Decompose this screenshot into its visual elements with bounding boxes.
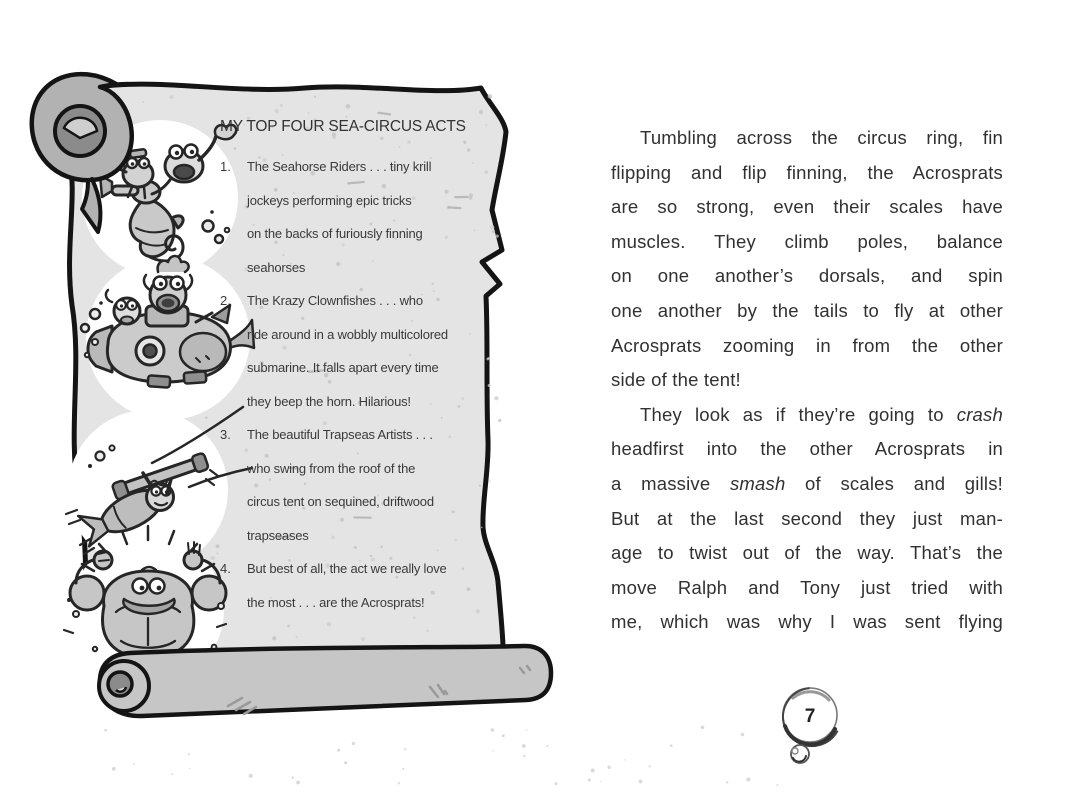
- list-item-text: [247, 552, 480, 619]
- list-item-line: The Seahorse Riders . . . tiny krill: [247, 159, 432, 174]
- story-line: They look as if they’re going to crash: [640, 403, 1003, 425]
- story-line: age to twist out of the way. That’s the: [611, 542, 1003, 564]
- story-line: Tumbling across the circus ring, fin: [640, 127, 1003, 148]
- story-line: flipping and flip finning, the Acrosprats: [611, 161, 1003, 183]
- story-line: one another by the tails to fly at other: [611, 299, 1003, 321]
- story-line: move Ralph and Tony just tried with: [611, 576, 1003, 598]
- scroll-note-title: MY TOP FOUR SEA-CIRCUS ACTS: [220, 118, 466, 135]
- scroll-note: [220, 110, 480, 619]
- list-item-number: 4.: [220, 561, 231, 576]
- list-item: [220, 418, 480, 552]
- page-number-bubble: [773, 678, 851, 763]
- list-item-line: circus tent on sequined, driftwood: [247, 494, 434, 509]
- list-item-line: submarine. It falls apart every time: [247, 360, 439, 375]
- story-line: side of the tent!: [611, 369, 741, 391]
- list-item-number: 3.: [220, 427, 231, 442]
- list-item-line: jockeys performing epic tricks: [247, 192, 412, 208]
- floor-speckle-texture: [104, 726, 778, 786]
- list-item: [220, 150, 480, 284]
- list-item: [220, 552, 480, 619]
- list-item: [220, 284, 480, 418]
- story-line: headfirst into the other Acrosprats in: [611, 438, 1003, 460]
- story-text: [611, 121, 1003, 640]
- story-line: But at the last second they just man-: [611, 507, 1003, 529]
- story-line: a massive smash of scales and gills!: [611, 472, 1003, 494]
- story-line: on one another’s dorsals, and spin: [611, 265, 1003, 287]
- story-line: are so strong, even their scales have: [611, 196, 1003, 218]
- list-item-line: trapseases: [247, 527, 309, 543]
- story-line: muscles. They climb poles, balance: [611, 230, 1003, 252]
- list-item-text: [247, 284, 480, 418]
- page-number: 7: [804, 706, 816, 727]
- list-item-line: they beep the horn. Hilarious!: [247, 393, 411, 409]
- list-item-number: 1.: [220, 159, 231, 174]
- list-item-text: [247, 418, 480, 552]
- list-item-line: the most . . . are the Acrosprats!: [247, 594, 425, 610]
- story-line: Acrosprats zooming in from the other: [611, 334, 1003, 356]
- story-line: me, which was why I was sent flying: [611, 611, 1003, 633]
- list-item-line: But best of all, the act we really love: [247, 561, 447, 576]
- list-item-line: The beautiful Trapseas Artists . . .: [247, 427, 433, 442]
- list-item-line: seahorses: [247, 259, 306, 275]
- scroll-bottom-roll: [99, 646, 551, 716]
- list-item-text: [247, 150, 480, 284]
- list-item-line: ride around in a wobbly multicolored: [247, 326, 448, 342]
- list-item-line: on the backs of furiously finning: [247, 226, 423, 241]
- list-item-line: who swing from the roof of the: [247, 460, 416, 476]
- list-item-number: 2.: [220, 293, 231, 308]
- list-item-line: The Krazy Clownfishes . . . who: [247, 293, 423, 308]
- sea-circus-list: [220, 150, 480, 619]
